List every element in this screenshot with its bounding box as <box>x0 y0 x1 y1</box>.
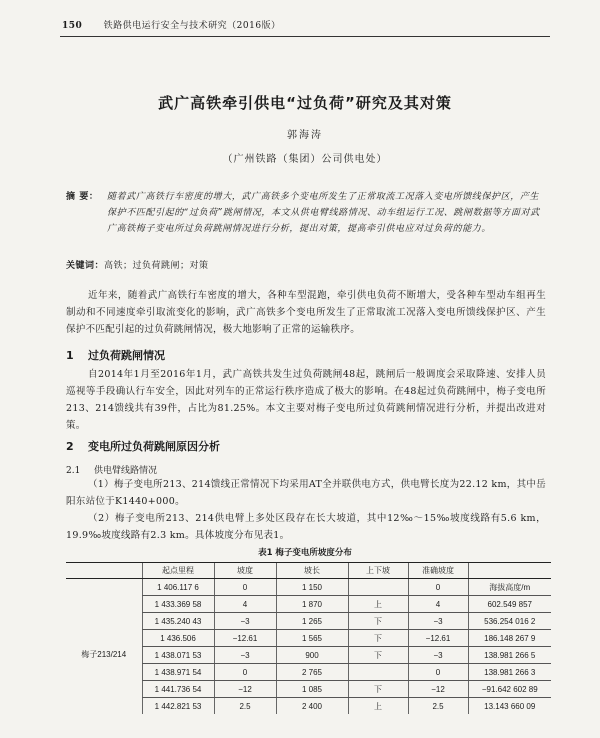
table-header-cell: 准确坡度 <box>408 563 468 579</box>
table-cell: 0 <box>408 579 468 596</box>
table-cell <box>348 579 408 596</box>
section-2-1-number: 2.1 <box>66 466 81 476</box>
author: 郭海涛 <box>287 130 323 141</box>
section-1-number: 1 <box>66 349 74 362</box>
table-cell: 上 <box>348 698 408 715</box>
section-2-heading <box>66 438 546 454</box>
table-cell: 602.549 857 <box>468 596 551 613</box>
table-cell: −3 <box>408 647 468 664</box>
table-cell: 13.143 660 09 <box>468 698 551 715</box>
table-cell: −12 <box>214 681 276 698</box>
abstract-text: 随着武广高铁行车密度的增大，武广高铁多个变电所发生了正常取流工况落入变电所馈线保护区，产生保护不匹配引起的“过负荷”跳闸情况，本文从供电臂线路情况、动车组运行工况、跳闸数据等方面对武广高铁梅子变电所过负荷跳闸情况进行分析，提出对策，提高牵引供电应对过负荷的能力。 <box>107 192 540 234</box>
article-title: 武广高铁牵引供电“过负荷”研究及其对策 <box>158 94 452 112</box>
table-cell: 1 433.369 58 <box>142 596 214 613</box>
table-header-cell: 起点里程 <box>142 563 214 579</box>
table-cell: 1 438.071 53 <box>142 647 214 664</box>
table-cell: 2 765 <box>276 664 348 681</box>
table-row <box>66 579 551 596</box>
table-header-cell <box>66 563 142 579</box>
table-cell: 1 442.821 53 <box>142 698 214 715</box>
section-2-1-paragraph-2: （2）梅子变电所213、214供电臂上多处区段存在长大坡道，其中12‰～15‰坡度线路有5.6 km，19.9‰坡度线路有2.3 km。具体坡度分布见表1。 <box>66 513 546 541</box>
running-title: 铁路供电运行安全与技术研究（2016版） <box>103 21 281 31</box>
table-cell: 2 400 <box>276 698 348 715</box>
table-cell: 186.148 267 9 <box>468 630 551 647</box>
group-label-cell: 梅子213/214 <box>81 650 127 660</box>
table-cell: −12.61 <box>408 630 468 647</box>
table-cell: 900 <box>276 647 348 664</box>
section-2-1-title: 供电臂线路情况 <box>94 466 158 476</box>
section-2-1-paragraph-1: （1）梅子变电所213、214馈线正常情况下均采用AT全并联供电方式，供电臂长度为22.12 km，其中岳阳东站位于K1440+000。 <box>66 479 546 507</box>
section-2-1-heading <box>66 463 546 476</box>
table-header-cell: 坡度 <box>214 563 276 579</box>
table-cell: 1 438.971 54 <box>142 664 214 681</box>
table-header-cell <box>468 563 551 579</box>
table-header-cell: 坡长 <box>276 563 348 579</box>
table-cell: 1 265 <box>276 613 348 630</box>
table-cell: 2.5 <box>408 698 468 715</box>
keywords-text: 高铁；过负荷跳闸；对策 <box>104 261 209 271</box>
table-cell: 0 <box>214 579 276 596</box>
table-cell: −3 <box>214 647 276 664</box>
page-number: 150 <box>62 21 83 31</box>
table-cell: −3 <box>408 613 468 630</box>
table-cell: 下 <box>348 647 408 664</box>
table-cell: −12.61 <box>214 630 276 647</box>
table-cell: −91.642 602 89 <box>468 681 551 698</box>
table-row <box>66 596 551 613</box>
table-cell: 下 <box>348 630 408 647</box>
table-cell: 1 435.240 43 <box>142 613 214 630</box>
section-1-paragraph: 自2014年1月至2016年1月，武广高铁共发生过负荷跳闸48起，跳闸后一般调度会采取降速、安排人员巡视等手段确认行车安全，因此对列车的正常运行秩序造成了极大的影响。在48起过负荷跳闸中，梅子变电所213、214馈线共有39件，占比为81.25%。本文主要对梅子变电所过负荷跳闸情况进行分析，并提出改进对策。 <box>66 369 546 431</box>
table-cell: 1 150 <box>276 579 348 596</box>
abstract-label: 摘 要： <box>66 192 99 202</box>
table-cell: 1 870 <box>276 596 348 613</box>
section-1-title: 过负荷跳闸情况 <box>88 349 165 362</box>
table-cell: 0 <box>214 664 276 681</box>
table-cell: 138.981 266 5 <box>468 647 551 664</box>
section-2-title: 变电所过负荷跳闸原因分析 <box>88 440 220 453</box>
section-2-number: 2 <box>66 440 74 453</box>
abstract <box>66 189 546 237</box>
table-cell: 1 436.506 <box>142 630 214 647</box>
keywords <box>66 258 546 271</box>
section-1-heading <box>66 347 546 363</box>
table-cell: 上 <box>348 596 408 613</box>
table-cell: 海拔高度/m <box>468 579 551 596</box>
table-cell: −12 <box>408 681 468 698</box>
table-cell: 1 085 <box>276 681 348 698</box>
table-cell: 4 <box>214 596 276 613</box>
table-title: 表1 梅子变电所坡度分布 <box>258 548 352 558</box>
table-header-row <box>66 563 551 579</box>
running-header <box>62 18 552 31</box>
table-cell: 下 <box>348 681 408 698</box>
table-cell: 1 441.736 54 <box>142 681 214 698</box>
table-cell: 1 565 <box>276 630 348 647</box>
table-cell: 536.254 016 2 <box>468 613 551 630</box>
table-cell: 2.5 <box>214 698 276 715</box>
table-cell: 下 <box>348 613 408 630</box>
keywords-label: 关键词： <box>66 261 105 271</box>
header-rule <box>60 36 550 37</box>
table-cell: −3 <box>214 613 276 630</box>
intro-paragraph: 近年来，随着武广高铁行车密度的增大，各种车型混跑，牵引供电负荷不断增大，受各种车型动车组再生制动和不同速度牵引取流变化的影响，武广高铁多个变电所发生了正常取流工况落入变电所馈线保护区、产生保护不匹配引起的过负荷跳闸情况，极大地影响了正常的运输秩序。 <box>66 290 546 335</box>
table-header-cell: 上下坡 <box>348 563 408 579</box>
table-cell <box>348 664 408 681</box>
table-cell: 4 <box>408 596 468 613</box>
slope-distribution-table <box>66 562 551 714</box>
table-cell <box>66 579 142 596</box>
table-cell: 138.981 266 3 <box>468 664 551 681</box>
table-cell: 0 <box>408 664 468 681</box>
affiliation: （广州铁路（集团）公司供电处） <box>222 154 388 165</box>
table-cell: 1 406.117 6 <box>142 579 214 596</box>
